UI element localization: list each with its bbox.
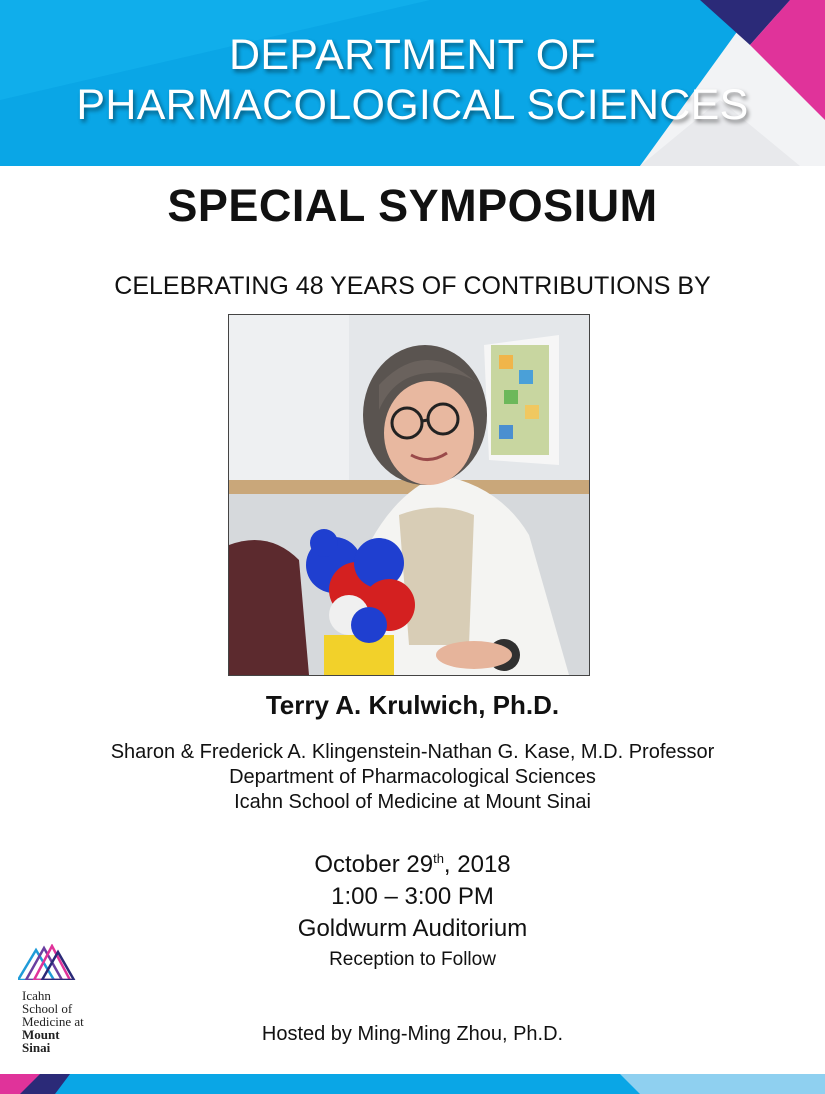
celebration-subhead: CELEBRATING 48 YEARS OF CONTRIBUTIONS BY xyxy=(114,272,711,300)
event-note: Reception to Follow xyxy=(329,949,496,970)
honoree-name: Terry A. Krulwich, Ph.D. xyxy=(265,690,560,720)
honoree-department: Department of Pharmacological Sciences xyxy=(229,766,596,788)
event-time: 1:00 – 3:00 PM xyxy=(331,883,494,910)
icahn-logo: Icahn School of Medicine at Mount Sinai xyxy=(18,944,118,1054)
honoree-institution: Icahn School of Medicine at Mount Sinai xyxy=(234,791,591,813)
honoree-affiliation xyxy=(0,740,825,815)
event-location: Goldwurm Auditorium xyxy=(297,915,528,942)
hosted-by: Hosted by Ming-Ming Zhou, Ph.D. xyxy=(261,1023,564,1045)
symposium-headline: SPECIAL SYMPOSIUM xyxy=(167,180,658,231)
event-date: October 29th, 2018 xyxy=(314,851,511,878)
honoree-photo xyxy=(228,314,590,676)
mountain-icon xyxy=(18,944,78,980)
header-banner xyxy=(0,0,825,166)
department-title: DEPARTMENT OF PHARMACOLOGICAL SCIENCES xyxy=(76,31,749,129)
footer-bar xyxy=(0,1074,825,1094)
event-details xyxy=(0,843,825,975)
honoree-title: Sharon & Frederick A. Klingenstein-Nathan G. Kase, M.D. Professor xyxy=(110,741,715,763)
